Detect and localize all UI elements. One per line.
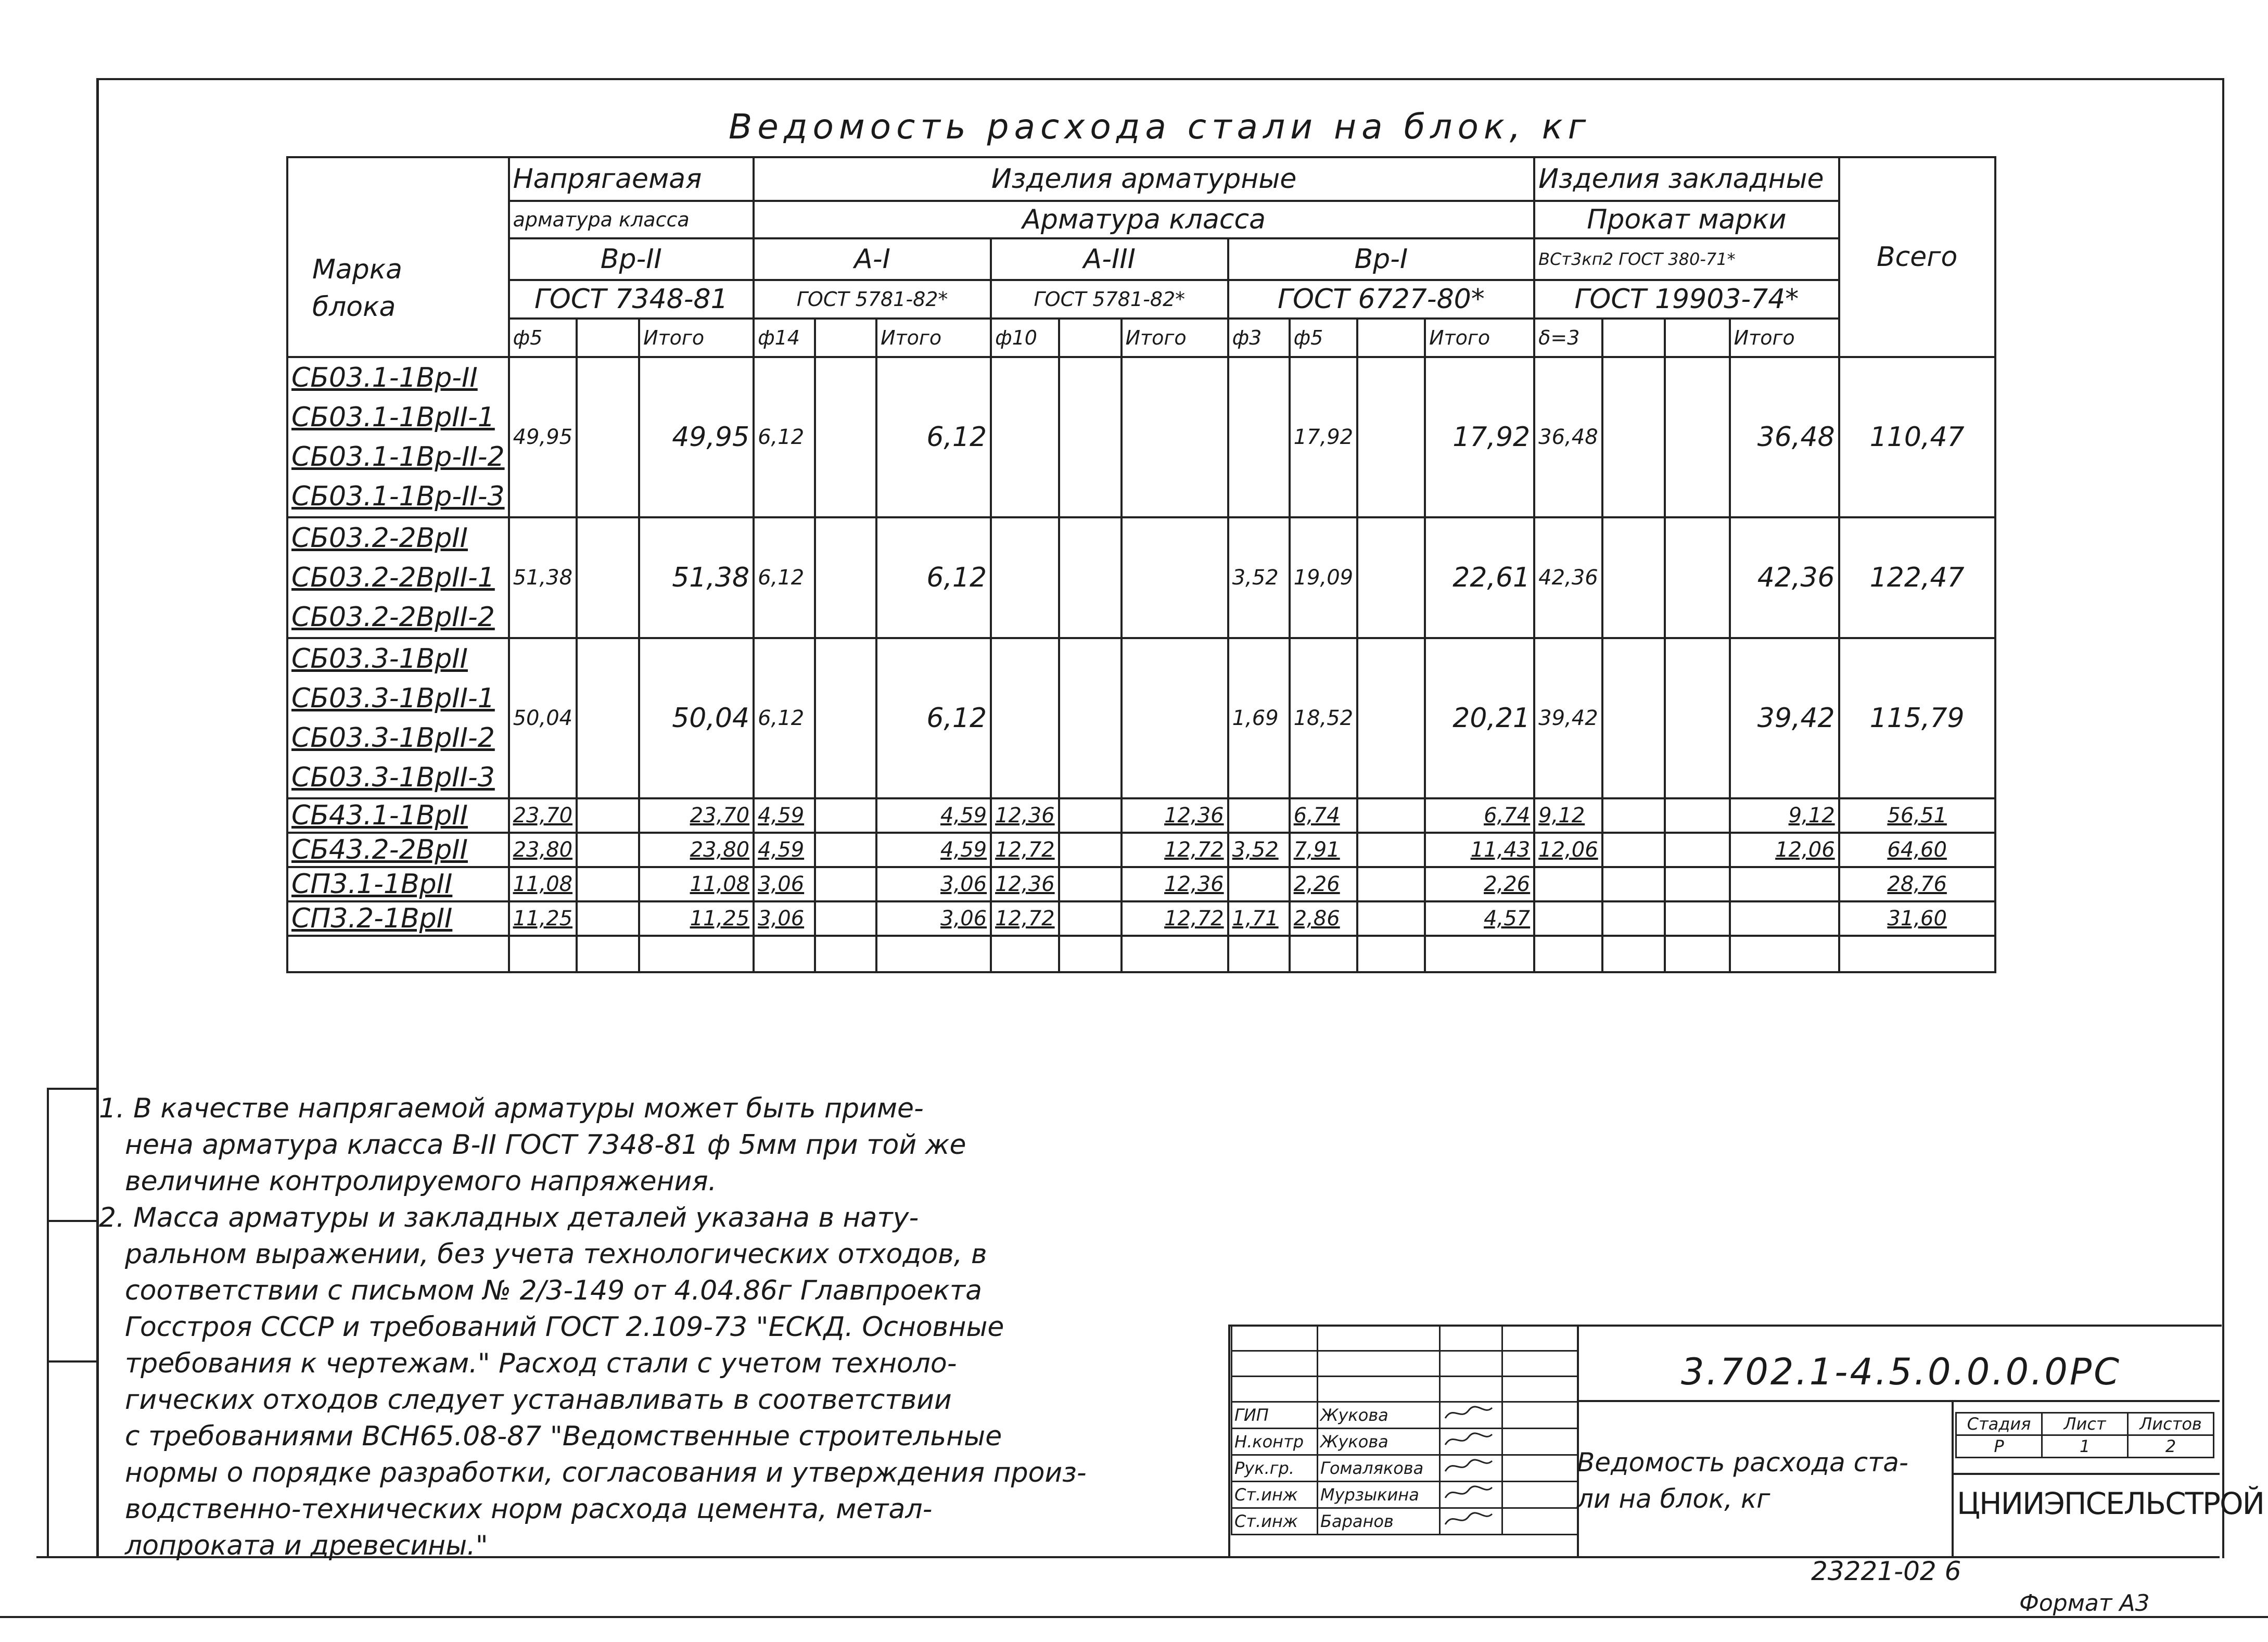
cell-vr2-total: 50,04 <box>639 638 754 798</box>
cell-vr1-d5: 2,26 <box>1290 867 1358 901</box>
page-title: Ведомость расхода стали на блок, кг <box>729 107 1591 147</box>
cell-a3-total: 12,36 <box>1122 798 1228 833</box>
header-a1-itogo: Итого <box>876 319 991 357</box>
signature-role <box>1232 1351 1318 1377</box>
cell-vr1-d3: 3,52 <box>1228 517 1290 638</box>
note-line: гических отходов следует устанавливать в соответствии <box>125 1384 952 1416</box>
block-mark: СБ03.2-2ВрII-1 <box>291 562 495 593</box>
cell-a3-d10: 12,36 <box>991 798 1059 833</box>
stage-table <box>1955 1412 2214 1458</box>
cell-emb-t3: 12,06 <box>1534 833 1602 867</box>
header-vr2-itogo: Итого <box>639 319 754 357</box>
header-steel-gost: ГОСТ 19903-74* <box>1534 280 1839 319</box>
cell-emb-t3 <box>1534 867 1602 901</box>
cell-a1-d14: 4,59 <box>754 833 815 867</box>
block-mark: СП3.2-1ВрII <box>291 903 453 934</box>
table-empty-row <box>287 936 1995 972</box>
cell-vr1-total: 6,74 <box>1425 798 1534 833</box>
signature-name: Жукова <box>1318 1402 1440 1429</box>
table-row <box>287 867 1995 901</box>
signature-name: Мурзыкина <box>1318 1482 1440 1508</box>
header-a3-itogo: Итого <box>1122 319 1228 357</box>
note-line: соответствии с письмом № 2/3-149 от 4.04.86г Главпроекта <box>125 1275 982 1306</box>
header-vr1-itogo: Итого <box>1425 319 1534 357</box>
header-d5b: ф5 <box>1290 319 1358 357</box>
signature-role <box>1232 1377 1318 1402</box>
signature-mark <box>1440 1377 1502 1402</box>
cell-vr2-total: 51,38 <box>639 517 754 638</box>
cell-vr1-d5: 18,52 <box>1290 638 1358 798</box>
header-prestressed-1: Напрягаемая <box>509 157 754 201</box>
header-a3-gost: ГОСТ 5781-82* <box>991 280 1228 319</box>
sheet-label: Лист <box>2042 1413 2128 1435</box>
cell-vr2-d5: 11,25 <box>509 901 577 936</box>
block-mark: СБ03.1-1ВрII-1 <box>291 402 495 433</box>
cell-vr2-d5: 49,95 <box>509 357 577 517</box>
note-line: ральном выражении, без учета технологических отходов, в <box>125 1239 987 1270</box>
block-mark: СБ03.1-1Вр-II <box>291 362 478 393</box>
block-mark: СБ03.1-1Вр-II-3 <box>291 481 505 512</box>
cell-total: 31,60 <box>1839 901 1995 936</box>
cell-vr1-d3: 1,71 <box>1228 901 1290 936</box>
cell-emb-total <box>1730 901 1839 936</box>
page-bottom-line <box>0 1616 2268 1618</box>
cell-vr2-d5: 11,08 <box>509 867 577 901</box>
signature-mark <box>1440 1326 1502 1351</box>
signature-table <box>1231 1325 1578 1535</box>
cell-a3-total: 12,72 <box>1122 901 1228 936</box>
document-name-line-1: Ведомость расхода ста- <box>1577 1447 1908 1478</box>
note-line: величине контролируемого напряжения. <box>125 1166 717 1197</box>
block-marks <box>287 901 509 936</box>
note-line: требования к чертежам." Расход стали с учетом техноло- <box>125 1348 957 1379</box>
cell-vr2-total: 23,70 <box>639 798 754 833</box>
cell-vr1-total: 20,21 <box>1425 638 1534 798</box>
cell-a1-total: 3,06 <box>876 867 991 901</box>
cell-vr2-d5: 50,04 <box>509 638 577 798</box>
cell-vr1-total: 2,26 <box>1425 867 1534 901</box>
cell-a3-total: 12,72 <box>1122 833 1228 867</box>
cell-vr1-d5: 7,91 <box>1290 833 1358 867</box>
header-d3: ф3 <box>1228 319 1290 357</box>
header-d10: ф10 <box>991 319 1059 357</box>
block-mark: СБ03.3-1ВрII-2 <box>291 722 495 754</box>
header-embedded: Изделия закладные <box>1534 157 1839 201</box>
block-mark: СП3.1-1ВрII <box>291 869 453 900</box>
cell-vr1-total: 17,92 <box>1425 357 1534 517</box>
cell-a3-d10: 12,72 <box>991 833 1059 867</box>
signature-name: Жукова <box>1318 1429 1440 1455</box>
cell-a1-total: 6,12 <box>876 517 991 638</box>
signature-mark <box>1440 1429 1502 1455</box>
cell-vr1-d3 <box>1228 357 1290 517</box>
cell-vr2-d5: 23,70 <box>509 798 577 833</box>
cell-emb-t3: 9,12 <box>1534 798 1602 833</box>
cell-emb-total: 12,06 <box>1730 833 1839 867</box>
block-mark: СБ03.2-2ВрII <box>291 523 468 554</box>
header-a1: А-I <box>754 238 991 280</box>
header-mark: Марка блока <box>287 157 509 357</box>
header-steel: ВСт3кп2 ГОСТ 380-71* <box>1534 238 1839 280</box>
signature-role: Ст.инж <box>1232 1482 1318 1508</box>
document-code: 3.702.1-4.5.0.0.0.0РС <box>1681 1351 2122 1393</box>
cell-vr2-total: 11,25 <box>639 901 754 936</box>
cell-vr1-d5: 19,09 <box>1290 517 1358 638</box>
signature-row <box>1232 1429 1578 1455</box>
cell-a3-d10: 12,72 <box>991 901 1059 936</box>
signature-role <box>1232 1326 1318 1351</box>
signature-row <box>1232 1351 1578 1377</box>
notes <box>99 1090 1244 1564</box>
table-row <box>287 357 1995 517</box>
cell-emb-t3 <box>1534 901 1602 936</box>
cell-vr2-d5: 23,80 <box>509 833 577 867</box>
cell-vr1-d3: 3,52 <box>1228 833 1290 867</box>
header-d14: ф14 <box>754 319 815 357</box>
block-mark: СБ03.3-1ВрII-1 <box>291 683 495 714</box>
cell-total: 28,76 <box>1839 867 1995 901</box>
note-line: 2. Масса арматуры и закладных деталей указана в нату- <box>99 1202 919 1233</box>
sheets-value: 2 <box>2128 1435 2214 1458</box>
inventory-number: 23221-02 6 <box>1811 1556 1961 1586</box>
cell-total: 56,51 <box>1839 798 1995 833</box>
cell-emb-total: 9,12 <box>1730 798 1839 833</box>
cell-vr2-d5: 51,38 <box>509 517 577 638</box>
cell-vr1-d3: 1,69 <box>1228 638 1290 798</box>
header-vr1: Вр-I <box>1228 238 1535 280</box>
signature-name: Баранов <box>1318 1508 1440 1535</box>
cell-a3-d10 <box>991 517 1059 638</box>
signature-role: Рук.гр. <box>1232 1455 1318 1482</box>
cell-a3-total <box>1122 357 1228 517</box>
header-prestressed-2: арматура класса <box>509 201 754 238</box>
cell-a1-total: 4,59 <box>876 798 991 833</box>
signature-mark <box>1440 1482 1502 1508</box>
signature-name <box>1318 1351 1440 1377</box>
block-mark: СБ43.1-1ВрII <box>291 800 468 831</box>
organization-name: ЦНИИЭПСЕЛЬСТРОЙ <box>1957 1486 2264 1521</box>
block-mark: СБ03.2-2ВрII-2 <box>291 602 495 633</box>
block-marks <box>287 833 509 867</box>
signature-name: Гомалякова <box>1318 1455 1440 1482</box>
header-t3: δ=3 <box>1534 319 1602 357</box>
block-mark: СБ03.3-1ВрII-3 <box>291 762 495 793</box>
stage-label: Стадия <box>1956 1413 2042 1435</box>
note-line: 1. В качестве напрягаемой арматуры может быть приме- <box>99 1093 924 1124</box>
cell-a3-total <box>1122 638 1228 798</box>
signature-role: Н.контр <box>1232 1429 1318 1455</box>
signature-role: Ст.инж <box>1232 1508 1318 1535</box>
cell-vr1-total: 4,57 <box>1425 901 1534 936</box>
cell-vr1-d3 <box>1228 798 1290 833</box>
cell-total: 122,47 <box>1839 517 1995 638</box>
signature-row <box>1232 1326 1578 1351</box>
note-line: водственно-технических норм расхода цемента, метал- <box>125 1494 933 1525</box>
note-line: лопроката и древесины." <box>125 1530 488 1561</box>
cell-total: 110,47 <box>1839 357 1995 517</box>
table-row <box>287 517 1995 638</box>
block-mark: СБ43.2-2ВрII <box>291 834 468 865</box>
block-mark: СБ03.3-1ВрII <box>291 643 468 674</box>
note-line: нормы о порядке разработки, согласования и утверждения произ- <box>125 1457 1087 1488</box>
header-d5: ф5 <box>509 319 577 357</box>
header-rolled: Прокат марки <box>1534 201 1839 238</box>
cell-a1-d14: 4,59 <box>754 798 815 833</box>
table-row <box>287 833 1995 867</box>
header-total: Всего <box>1839 157 1995 357</box>
cell-a3-d10: 12,36 <box>991 867 1059 901</box>
sheet-value: 1 <box>2042 1435 2128 1458</box>
signature-mark <box>1440 1508 1502 1535</box>
cell-total: 115,79 <box>1839 638 1995 798</box>
cell-a1-total: 6,12 <box>876 638 991 798</box>
signature-mark <box>1440 1402 1502 1429</box>
header-emb-itogo: Итого <box>1730 319 1839 357</box>
cell-vr1-d3 <box>1228 867 1290 901</box>
block-marks <box>287 638 509 798</box>
cell-emb-total: 39,42 <box>1730 638 1839 798</box>
cell-a1-d14: 6,12 <box>754 517 815 638</box>
header-rebar-class: Арматура класса <box>754 201 1534 238</box>
cell-vr1-d5: 2,86 <box>1290 901 1358 936</box>
cell-a3-d10 <box>991 638 1059 798</box>
note-line: Госстроя СССР и требований ГОСТ 2.109-73 "ЕСКД. Основные <box>125 1312 1004 1343</box>
signature-row <box>1232 1508 1578 1535</box>
signature-name <box>1318 1377 1440 1402</box>
signature-mark <box>1440 1455 1502 1482</box>
cell-vr2-total: 49,95 <box>639 357 754 517</box>
cell-vr1-total: 22,61 <box>1425 517 1534 638</box>
cell-a1-d14: 3,06 <box>754 901 815 936</box>
cell-emb-t3: 42,36 <box>1534 517 1602 638</box>
block-mark: СБ03.1-1Вр-II-2 <box>291 441 505 473</box>
cell-emb-total: 36,48 <box>1730 357 1839 517</box>
signature-role: ГИП <box>1232 1402 1318 1429</box>
cell-vr1-total: 11,43 <box>1425 833 1534 867</box>
sheets-label: Листов <box>2128 1413 2214 1435</box>
left-margin-strip <box>47 1088 98 1558</box>
note-line: нена арматура класса В-II ГОСТ 7348-81 ф 5мм при той же <box>125 1129 966 1161</box>
table-row <box>287 638 1995 798</box>
signature-mark <box>1440 1351 1502 1377</box>
signature-row <box>1232 1402 1578 1429</box>
cell-vr2-total: 23,80 <box>639 833 754 867</box>
block-marks <box>287 867 509 901</box>
stage-value: Р <box>1956 1435 2042 1458</box>
cell-a1-d14: 3,06 <box>754 867 815 901</box>
cell-a1-total: 3,06 <box>876 901 991 936</box>
cell-emb-total <box>1730 867 1839 901</box>
header-prestressed-gost: ГОСТ 7348-81 <box>509 280 754 319</box>
cell-a3-d10 <box>991 357 1059 517</box>
header-a3: А-III <box>991 238 1228 280</box>
block-marks <box>287 798 509 833</box>
cell-vr2-total: 11,08 <box>639 867 754 901</box>
cell-emb-total: 42,36 <box>1730 517 1839 638</box>
cell-a3-total <box>1122 517 1228 638</box>
document-name <box>1577 1444 1908 1517</box>
note-line: с требованиями ВСН65.08-87 "Ведомственные строительные <box>125 1421 1002 1452</box>
cell-a1-total: 6,12 <box>876 357 991 517</box>
table-row <box>287 901 1995 936</box>
header-prestressed-class: Вр-II <box>509 238 754 280</box>
cell-a1-d14: 6,12 <box>754 638 815 798</box>
cell-emb-t3: 39,42 <box>1534 638 1602 798</box>
signature-row <box>1232 1377 1578 1402</box>
header-vr1-gost: ГОСТ 6727-80* <box>1228 280 1535 319</box>
cell-vr1-d5: 6,74 <box>1290 798 1358 833</box>
cell-a3-total: 12,36 <box>1122 867 1228 901</box>
document-name-line-2: ли на блок, кг <box>1577 1484 1770 1514</box>
header-a1-gost: ГОСТ 5781-82* <box>754 280 991 319</box>
cell-total: 64,60 <box>1839 833 1995 867</box>
header-rebar-products: Изделия арматурные <box>754 157 1534 201</box>
signature-name <box>1318 1326 1440 1351</box>
sheet-format: Формат А3 <box>2019 1590 2150 1616</box>
block-marks <box>287 517 509 638</box>
cell-vr1-d5: 17,92 <box>1290 357 1358 517</box>
cell-a1-d14: 6,12 <box>754 357 815 517</box>
table-row <box>287 798 1995 833</box>
steel-consumption-table <box>286 156 1996 973</box>
signature-row <box>1232 1455 1578 1482</box>
cell-a1-total: 4,59 <box>876 833 991 867</box>
cell-emb-t3: 36,48 <box>1534 357 1602 517</box>
signature-row <box>1232 1482 1578 1508</box>
block-marks <box>287 357 509 517</box>
